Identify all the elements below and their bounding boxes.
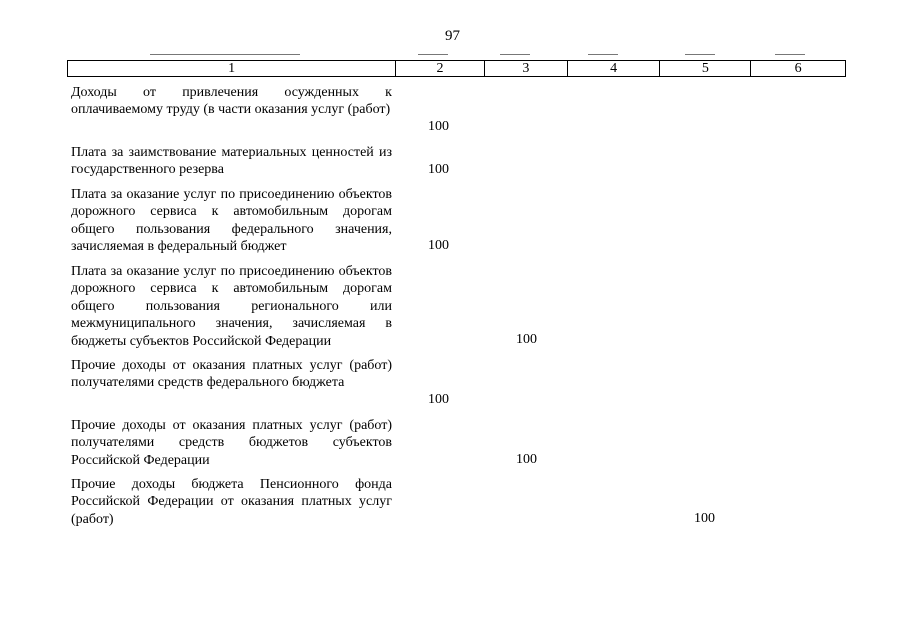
column-header-4: 4 bbox=[567, 61, 660, 76]
row-description: Плата за оказание услуг по присоединению объектов дорожного сервиса к автомобильным дорогам общего пользования федерального значения, зачисляемая в федеральный бюджет bbox=[71, 187, 392, 255]
column-header-5: 5 bbox=[659, 61, 750, 76]
column-header-3: 3 bbox=[484, 61, 567, 76]
row-description: Плата за оказание услуг по присоединению объектов дорожного сервиса к автомобильным дорогам общего пользования регионального или межмуниципального значения, зачисляемая в бюджеты субъектов Российской Федерации bbox=[71, 264, 392, 349]
row-value: 100 bbox=[516, 452, 537, 467]
row-description: Прочие доходы от оказания платных услуг (работ) получателями средств федерального бюджета bbox=[71, 358, 392, 391]
row-description: Прочие доходы от оказания платных услуг (работ) получателями средств бюджетов субъектов Российской Федерации bbox=[71, 418, 392, 468]
row-value: 100 bbox=[428, 238, 449, 253]
column-header-2: 2 bbox=[395, 61, 484, 76]
row-value: 100 bbox=[428, 392, 449, 407]
row-value: 100 bbox=[516, 332, 537, 347]
row-value: 100 bbox=[428, 162, 449, 177]
row-description: Доходы от привлечения осужденных к оплачиваемому труду (в части оказания услуг (работ) bbox=[71, 85, 392, 118]
row-value: 100 bbox=[694, 511, 715, 526]
page-number: 97 bbox=[445, 28, 460, 44]
column-header-6: 6 bbox=[750, 61, 845, 76]
row-description: Прочие доходы бюджета Пенсионного фонда Российской Федерации от оказания платных услуг (работ) bbox=[71, 477, 392, 527]
table-header-row bbox=[67, 60, 846, 77]
row-value: 100 bbox=[428, 119, 449, 134]
row-description: Плата за заимствование материальных ценностей из государственного резерва bbox=[71, 145, 392, 178]
column-header-1: 1 bbox=[228, 61, 236, 76]
